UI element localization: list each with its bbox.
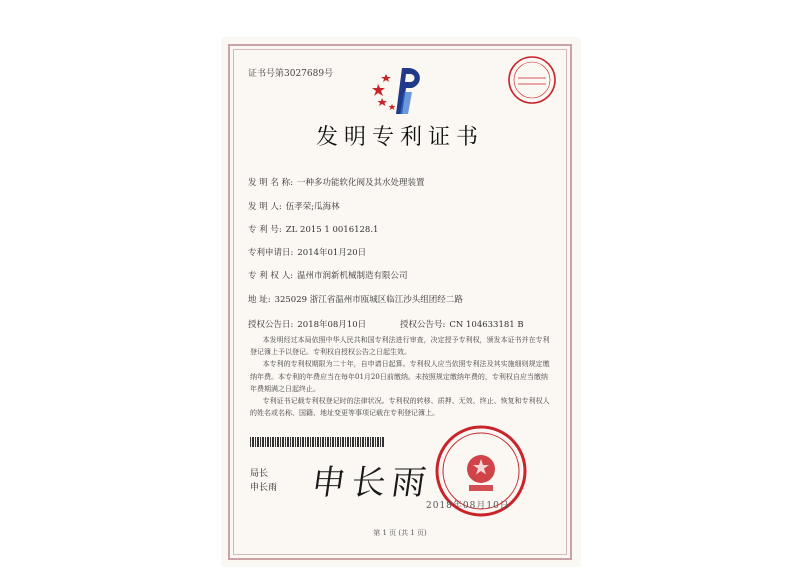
patent-office-logo-icon [372, 64, 430, 116]
field-address [248, 293, 463, 305]
field-label: 授权公告日: [248, 320, 294, 330]
field-patentee [248, 269, 408, 281]
field-value: 一种多功能软化阀及其水处理装置 [296, 178, 425, 188]
approval-stamp-icon [506, 54, 558, 106]
field-grant-date [248, 318, 366, 330]
field-inventor [248, 200, 340, 212]
director-name: 申长雨 [250, 483, 278, 493]
barcode [250, 437, 384, 447]
field-application-date [248, 246, 366, 258]
field-value: 2014年01月20日 [297, 248, 367, 258]
page-number: 第 1 页 (共 1 页) [373, 529, 427, 537]
field-label: 专利申请日: [248, 248, 294, 258]
body-paragraph: 本发明经过本局依照中华人民共和国专利法进行审查，决定授予专利权，颁发本证书并在专利登记簿上予以登记。专利权自授权公告之日起生效。 [250, 336, 550, 357]
director-signature: 申长雨 [308, 463, 435, 503]
certificate-body [250, 334, 550, 419]
field-label: 授权公告号: [400, 320, 446, 330]
field-value: 325029 浙江省温州市瓯城区临江沙头组团经二路 [274, 295, 463, 305]
field-value: ZL 2015 1 0016128.1 [285, 225, 379, 235]
director-title: 局长 [250, 469, 269, 479]
body-paragraph: 专利证书记载专利权登记时的法律状况。专利权的转移、质押、无效、终止、恢复和专利权人的姓名或名称、国籍、地址变更等事项记载在专利登记簿上。 [250, 397, 550, 418]
field-value: 2018年08月10日 [297, 320, 367, 330]
field-label: 地 址: [248, 295, 271, 305]
field-value: 伍孝荣;瓜海林 [285, 202, 340, 212]
field-label: 专 利 号: [248, 225, 282, 235]
field-label: 发 明 人: [248, 202, 282, 212]
field-label: 专 利 权 人: [248, 271, 293, 281]
certificate-number: 证书号第3027689号 [248, 69, 334, 79]
field-value: CN 104633181 B [449, 320, 524, 330]
field-patent-number [248, 223, 378, 235]
certificate-title: 发明专利证书 [315, 125, 484, 150]
field-value: 温州市润新机械制造有限公司 [296, 271, 408, 281]
body-paragraph: 本专利的专利权期限为二十年，自申请日起算。专利权人应当依照专利法及其实施细则规定缴纳年费。本专利的年费应当在每年01月20日前缴纳。未按照规定缴纳年费的，专利权自应当缴纳年费期满之日起终止。 [250, 360, 550, 393]
field-grant-number [400, 318, 524, 330]
seal-date: 2018年08月10日 [426, 501, 510, 511]
field-invention-name [248, 176, 425, 188]
field-label: 发 明 名 称: [248, 178, 293, 188]
